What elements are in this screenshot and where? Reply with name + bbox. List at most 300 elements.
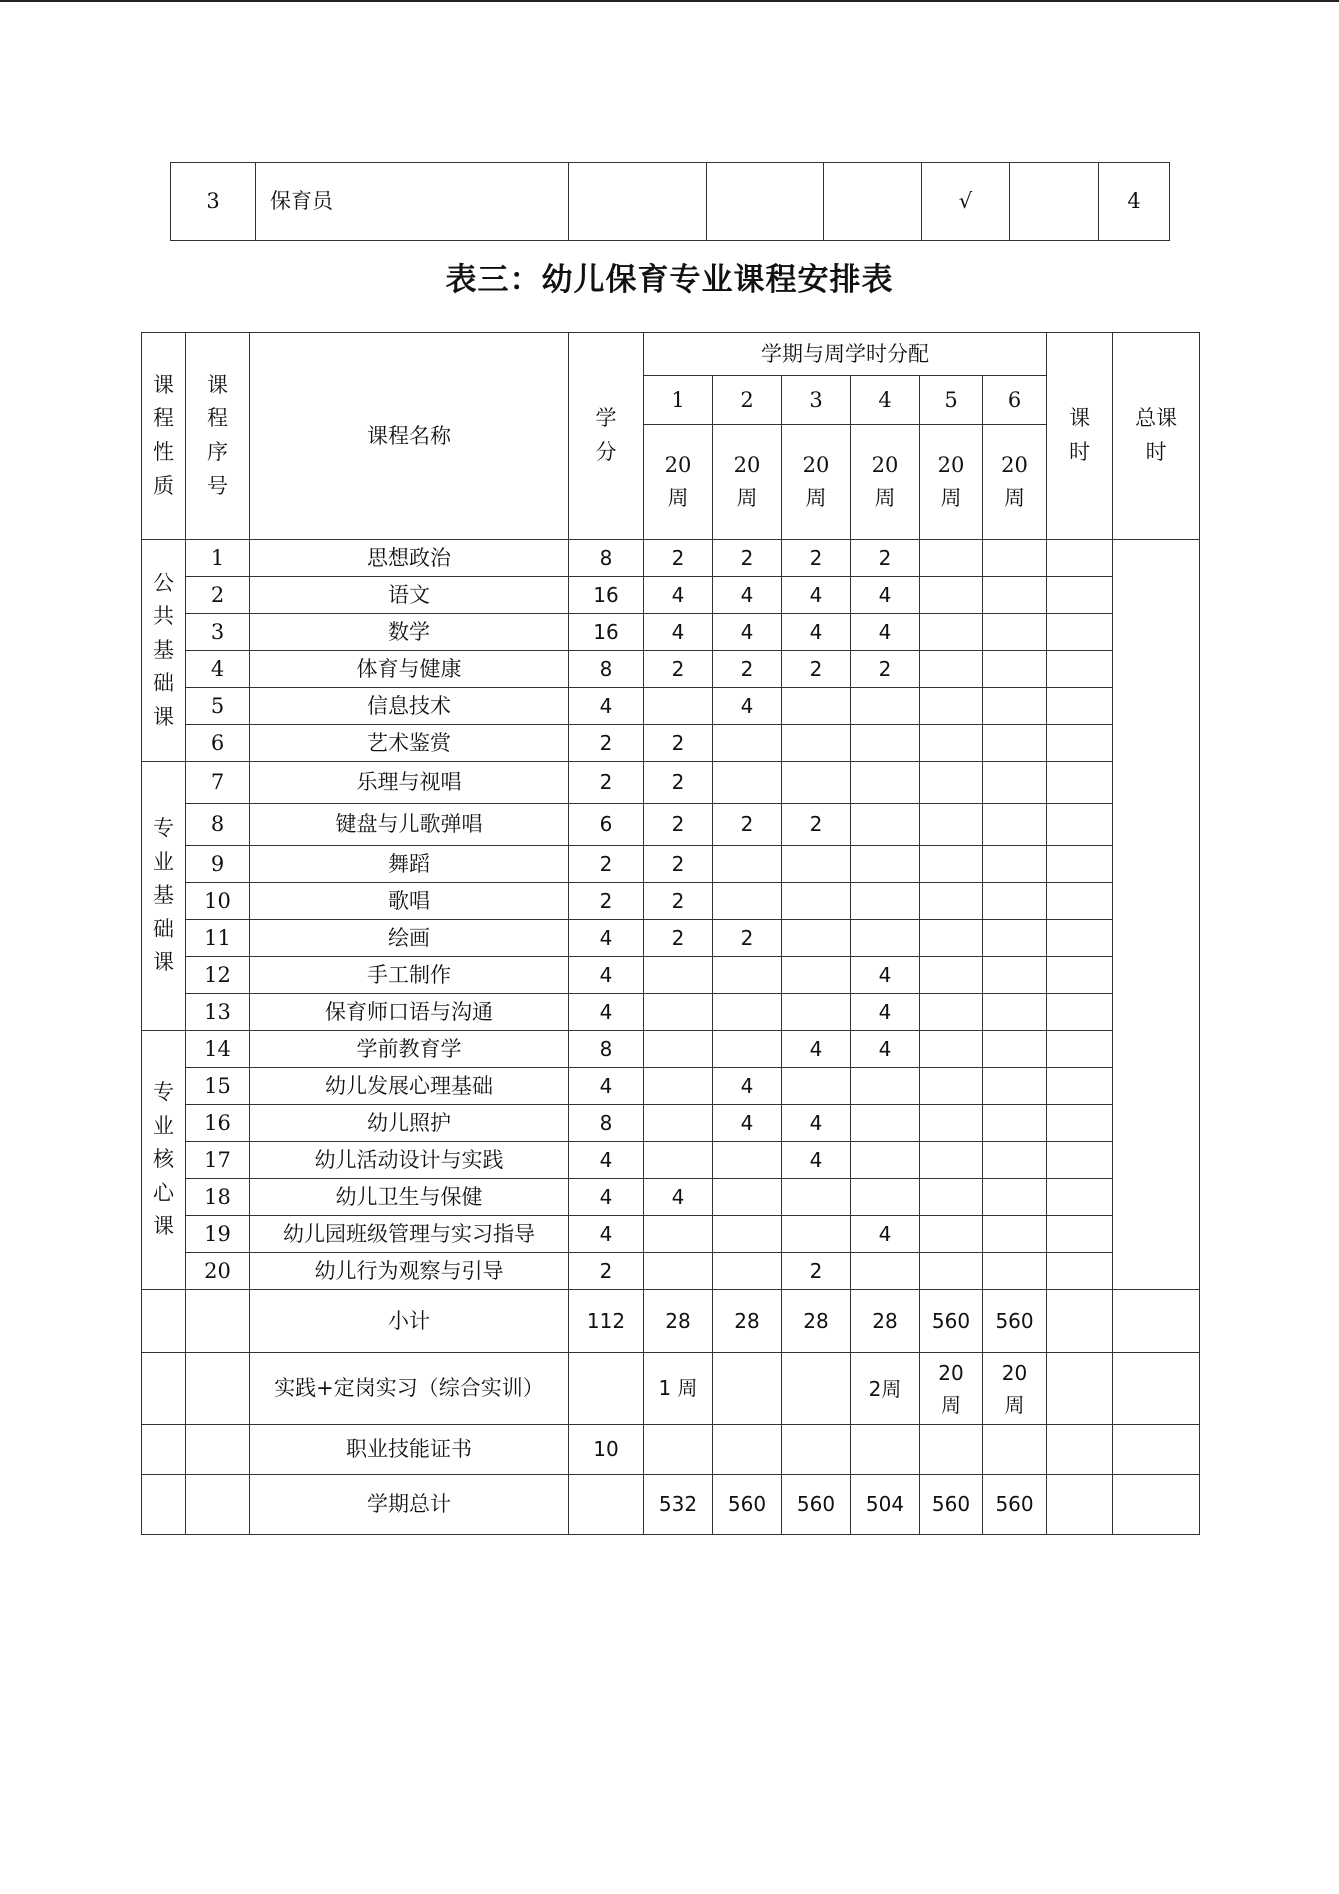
- course-seq: 12: [186, 957, 250, 994]
- semester-hours-2: [713, 725, 782, 762]
- course-seq: 4: [186, 651, 250, 688]
- course-name: 幼儿发展心理基础: [250, 1068, 569, 1105]
- summary-semester-2: [713, 1353, 782, 1425]
- summary-row: [142, 1425, 1200, 1475]
- summary-name: 职业技能证书: [250, 1425, 569, 1475]
- summary-credit: [569, 1475, 644, 1535]
- summary-semester-4: 28: [851, 1290, 920, 1353]
- course-seq: 6: [186, 725, 250, 762]
- semester-hours-5: [920, 920, 983, 957]
- course-name: 信息技术: [250, 688, 569, 725]
- course-name: 思想政治: [250, 540, 569, 577]
- summary-seq: [186, 1475, 250, 1535]
- semester-hours-5: [920, 1179, 983, 1216]
- table-row: [142, 614, 1200, 651]
- semester-hours-2: 2: [713, 540, 782, 577]
- course-credit: 4: [569, 1068, 644, 1105]
- semester-hours-1: [644, 1031, 713, 1068]
- semester-hours-1: [644, 688, 713, 725]
- course-hours: [1047, 1179, 1113, 1216]
- course-hours: [1047, 725, 1113, 762]
- semester-weeks-5: 20周: [920, 425, 983, 540]
- table-row: [142, 1216, 1200, 1253]
- summary-semester-1: 532: [644, 1475, 713, 1535]
- semester-hours-3: [782, 1216, 851, 1253]
- semester-number-2: 2: [713, 376, 782, 425]
- course-hours: [1047, 994, 1113, 1031]
- course-credit: 16: [569, 614, 644, 651]
- header-hours: 课时: [1047, 333, 1113, 540]
- semester-hours-3: [782, 688, 851, 725]
- semester-hours-5: [920, 846, 983, 883]
- cert-cell-5: [1010, 163, 1099, 241]
- top-rule: [0, 0, 1339, 2]
- course-credit: 8: [569, 1105, 644, 1142]
- course-name: 绘画: [250, 920, 569, 957]
- summary-total-hours: [1113, 1290, 1200, 1353]
- semester-hours-1: 2: [644, 725, 713, 762]
- semester-hours-5: [920, 577, 983, 614]
- course-name: 语文: [250, 577, 569, 614]
- semester-hours-2: 4: [713, 1105, 782, 1142]
- table-row: [142, 1105, 1200, 1142]
- summary-semester-5: [920, 1425, 983, 1475]
- semester-hours-5: [920, 1031, 983, 1068]
- semester-hours-6: [983, 846, 1047, 883]
- course-credit: 2: [569, 762, 644, 804]
- semester-hours-1: [644, 1142, 713, 1179]
- course-hours: [1047, 614, 1113, 651]
- course-credit: 4: [569, 920, 644, 957]
- semester-hours-4: [851, 804, 920, 846]
- summary-semester-5: 560: [920, 1475, 983, 1535]
- semester-hours-1: [644, 994, 713, 1031]
- semester-hours-5: [920, 957, 983, 994]
- course-credit: 2: [569, 725, 644, 762]
- semester-hours-1: [644, 1105, 713, 1142]
- summary-name: 学期总计: [250, 1475, 569, 1535]
- course-hours: [1047, 1216, 1113, 1253]
- summary-seq: [186, 1353, 250, 1425]
- course-group-2: 专业基础课: [142, 762, 186, 1031]
- summary-hours: [1047, 1353, 1113, 1425]
- course-credit: 2: [569, 846, 644, 883]
- course-hours: [1047, 1031, 1113, 1068]
- semester-hours-4: 4: [851, 614, 920, 651]
- semester-hours-5: [920, 1105, 983, 1142]
- semester-weeks-1: 20周: [644, 425, 713, 540]
- table-row: [142, 651, 1200, 688]
- semester-hours-1: 2: [644, 804, 713, 846]
- summary-name: 小计: [250, 1290, 569, 1353]
- course-credit: 4: [569, 1142, 644, 1179]
- semester-hours-4: 4: [851, 1216, 920, 1253]
- summary-semester-3: [782, 1425, 851, 1475]
- semester-hours-2: 4: [713, 577, 782, 614]
- semester-hours-3: 4: [782, 1031, 851, 1068]
- course-name: 手工制作: [250, 957, 569, 994]
- semester-hours-6: [983, 920, 1047, 957]
- table-row: [142, 994, 1200, 1031]
- summary-semester-2: 28: [713, 1290, 782, 1353]
- course-schedule-table: [141, 332, 1200, 1535]
- semester-hours-6: [983, 1031, 1047, 1068]
- semester-hours-3: [782, 957, 851, 994]
- course-name: 保育师口语与沟通: [250, 994, 569, 1031]
- semester-hours-6: [983, 577, 1047, 614]
- course-hours: [1047, 920, 1113, 957]
- semester-hours-3: [782, 883, 851, 920]
- semester-hours-2: [713, 1031, 782, 1068]
- summary-hours: [1047, 1475, 1113, 1535]
- semester-hours-2: 2: [713, 804, 782, 846]
- summary-nature: [142, 1353, 186, 1425]
- semester-hours-3: [782, 725, 851, 762]
- semester-hours-2: [713, 957, 782, 994]
- cert-level: 4: [1099, 163, 1170, 241]
- summary-row: [142, 1353, 1200, 1425]
- course-credit: 2: [569, 1253, 644, 1290]
- table-row: [142, 883, 1200, 920]
- summary-nature: [142, 1425, 186, 1475]
- course-seq: 9: [186, 846, 250, 883]
- summary-semester-1: 28: [644, 1290, 713, 1353]
- semester-hours-5: [920, 1216, 983, 1253]
- course-hours: [1047, 883, 1113, 920]
- course-name: 幼儿照护: [250, 1105, 569, 1142]
- summary-hours: [1047, 1290, 1113, 1353]
- course-seq: 13: [186, 994, 250, 1031]
- semester-hours-4: [851, 883, 920, 920]
- cert-cell-3: [824, 163, 922, 241]
- course-seq: 10: [186, 883, 250, 920]
- semester-hours-6: [983, 804, 1047, 846]
- summary-semester-3: 28: [782, 1290, 851, 1353]
- semester-hours-1: 4: [644, 614, 713, 651]
- semester-hours-3: 2: [782, 1253, 851, 1290]
- semester-hours-2: [713, 762, 782, 804]
- course-hours: [1047, 1253, 1113, 1290]
- summary-total-hours: [1113, 1425, 1200, 1475]
- semester-hours-4: [851, 846, 920, 883]
- summary-semester-3: [782, 1353, 851, 1425]
- course-hours: [1047, 957, 1113, 994]
- table-row: [142, 762, 1200, 804]
- table-row: [142, 725, 1200, 762]
- semester-hours-3: [782, 1179, 851, 1216]
- course-seq: 11: [186, 920, 250, 957]
- semester-hours-4: [851, 920, 920, 957]
- certificate-table: [170, 162, 1170, 241]
- semester-hours-3: [782, 846, 851, 883]
- semester-hours-6: [983, 614, 1047, 651]
- table-row: [142, 1031, 1200, 1068]
- semester-weeks-6: 20周: [983, 425, 1047, 540]
- semester-hours-4: 2: [851, 540, 920, 577]
- semester-hours-5: [920, 651, 983, 688]
- table-row: [142, 1068, 1200, 1105]
- course-seq: 20: [186, 1253, 250, 1290]
- summary-credit: 10: [569, 1425, 644, 1475]
- summary-semester-6: 560: [983, 1290, 1047, 1353]
- semester-hours-2: 4: [713, 688, 782, 725]
- summary-credit: 112: [569, 1290, 644, 1353]
- summary-semester-2: [713, 1425, 782, 1475]
- table-row: [142, 577, 1200, 614]
- course-hours: [1047, 1142, 1113, 1179]
- table-row: [142, 804, 1200, 846]
- semester-hours-3: [782, 994, 851, 1031]
- semester-hours-1: 4: [644, 577, 713, 614]
- total-hours-cell: [1113, 540, 1200, 1290]
- semester-hours-2: [713, 883, 782, 920]
- semester-hours-1: 4: [644, 1179, 713, 1216]
- course-credit: 6: [569, 804, 644, 846]
- table-row: [142, 846, 1200, 883]
- semester-hours-3: 4: [782, 1105, 851, 1142]
- semester-hours-5: [920, 614, 983, 651]
- semester-hours-2: 4: [713, 614, 782, 651]
- semester-hours-1: 2: [644, 540, 713, 577]
- course-seq: 16: [186, 1105, 250, 1142]
- semester-hours-5: [920, 883, 983, 920]
- semester-hours-4: [851, 725, 920, 762]
- course-name: 艺术鉴赏: [250, 725, 569, 762]
- semester-hours-5: [920, 688, 983, 725]
- semester-hours-4: 4: [851, 577, 920, 614]
- course-credit: 4: [569, 994, 644, 1031]
- summary-semester-5: 20周: [920, 1353, 983, 1425]
- table-row: [142, 920, 1200, 957]
- semester-hours-5: [920, 1253, 983, 1290]
- summary-hours: [1047, 1425, 1113, 1475]
- semester-hours-1: 2: [644, 762, 713, 804]
- course-name: 体育与健康: [250, 651, 569, 688]
- semester-hours-4: [851, 762, 920, 804]
- semester-hours-2: 2: [713, 651, 782, 688]
- semester-hours-1: [644, 1216, 713, 1253]
- certificate-row: [171, 163, 1170, 241]
- semester-hours-1: [644, 1068, 713, 1105]
- semester-hours-6: [983, 725, 1047, 762]
- page-title: 表三：幼儿保育专业课程安排表: [445, 262, 894, 298]
- table-row: [142, 957, 1200, 994]
- semester-number-1: 1: [644, 376, 713, 425]
- summary-semester-6: [983, 1425, 1047, 1475]
- course-hours: [1047, 651, 1113, 688]
- summary-nature: [142, 1290, 186, 1353]
- semester-hours-4: 4: [851, 957, 920, 994]
- semester-hours-6: [983, 540, 1047, 577]
- header-seq: 课程序号: [186, 333, 250, 540]
- table-row: [142, 1142, 1200, 1179]
- semester-hours-5: [920, 1068, 983, 1105]
- semester-hours-6: [983, 651, 1047, 688]
- semester-hours-1: 2: [644, 883, 713, 920]
- course-credit: 4: [569, 1179, 644, 1216]
- semester-hours-6: [983, 957, 1047, 994]
- course-credit: 8: [569, 1031, 644, 1068]
- semester-hours-3: [782, 1068, 851, 1105]
- cert-cell-1: [569, 163, 707, 241]
- course-group-3: 专业核心课: [142, 1031, 186, 1290]
- header-name: 课程名称: [250, 333, 569, 540]
- semester-hours-4: [851, 1253, 920, 1290]
- course-hours: [1047, 846, 1113, 883]
- summary-seq: [186, 1425, 250, 1475]
- course-credit: 4: [569, 1216, 644, 1253]
- course-credit: 16: [569, 577, 644, 614]
- semester-hours-2: 4: [713, 1068, 782, 1105]
- semester-hours-5: [920, 804, 983, 846]
- summary-total-hours: [1113, 1353, 1200, 1425]
- semester-hours-2: [713, 846, 782, 883]
- semester-hours-1: 2: [644, 846, 713, 883]
- header-credit: 学分: [569, 333, 644, 540]
- semester-hours-2: [713, 1179, 782, 1216]
- course-name: 幼儿行为观察与引导: [250, 1253, 569, 1290]
- semester-hours-5: [920, 762, 983, 804]
- summary-semester-4: [851, 1425, 920, 1475]
- semester-hours-3: 2: [782, 651, 851, 688]
- semester-hours-6: [983, 1068, 1047, 1105]
- summary-semester-6: 560: [983, 1475, 1047, 1535]
- semester-hours-6: [983, 1142, 1047, 1179]
- cert-cell-2: [707, 163, 824, 241]
- course-name: 歌唱: [250, 883, 569, 920]
- summary-semester-4: 504: [851, 1475, 920, 1535]
- course-hours: [1047, 1068, 1113, 1105]
- semester-hours-4: [851, 1142, 920, 1179]
- course-credit: 8: [569, 540, 644, 577]
- semester-hours-5: [920, 725, 983, 762]
- semester-hours-3: [782, 920, 851, 957]
- summary-seq: [186, 1290, 250, 1353]
- course-seq: 15: [186, 1068, 250, 1105]
- header-nature: 课程性质: [142, 333, 186, 540]
- summary-semester-1: [644, 1425, 713, 1475]
- semester-hours-3: 2: [782, 540, 851, 577]
- summary-total-hours: [1113, 1475, 1200, 1535]
- summary-row: [142, 1290, 1200, 1353]
- semester-hours-6: [983, 762, 1047, 804]
- semester-hours-3: 4: [782, 614, 851, 651]
- semester-hours-2: [713, 1142, 782, 1179]
- course-seq: 2: [186, 577, 250, 614]
- summary-credit: [569, 1353, 644, 1425]
- course-seq: 19: [186, 1216, 250, 1253]
- semester-hours-1: 2: [644, 651, 713, 688]
- semester-hours-6: [983, 1179, 1047, 1216]
- course-name: 幼儿活动设计与实践: [250, 1142, 569, 1179]
- cert-check: √: [922, 163, 1010, 241]
- course-name: 数学: [250, 614, 569, 651]
- semester-hours-6: [983, 994, 1047, 1031]
- course-name: 舞蹈: [250, 846, 569, 883]
- semester-number-4: 4: [851, 376, 920, 425]
- semester-hours-6: [983, 688, 1047, 725]
- course-credit: 8: [569, 651, 644, 688]
- semester-hours-6: [983, 1253, 1047, 1290]
- semester-hours-1: [644, 957, 713, 994]
- course-hours: [1047, 762, 1113, 804]
- course-hours: [1047, 1105, 1113, 1142]
- course-seq: 5: [186, 688, 250, 725]
- course-hours: [1047, 577, 1113, 614]
- course-group-1: 公共基础课: [142, 540, 186, 762]
- course-credit: 4: [569, 688, 644, 725]
- summary-semester-5: 560: [920, 1290, 983, 1353]
- cert-name: 保育员: [256, 163, 569, 241]
- course-credit: 2: [569, 883, 644, 920]
- summary-semester-4: 2周: [851, 1353, 920, 1425]
- summary-semester-6: 20周: [983, 1353, 1047, 1425]
- course-hours: [1047, 804, 1113, 846]
- course-seq: 18: [186, 1179, 250, 1216]
- semester-number-5: 5: [920, 376, 983, 425]
- course-name: 乐理与视唱: [250, 762, 569, 804]
- course-seq: 7: [186, 762, 250, 804]
- course-name: 键盘与儿歌弹唱: [250, 804, 569, 846]
- course-hours: [1047, 688, 1113, 725]
- summary-row: [142, 1475, 1200, 1535]
- course-seq: 1: [186, 540, 250, 577]
- semester-hours-1: 2: [644, 920, 713, 957]
- semester-hours-4: [851, 1105, 920, 1142]
- semester-hours-2: [713, 1216, 782, 1253]
- semester-hours-4: [851, 1179, 920, 1216]
- semester-number-3: 3: [782, 376, 851, 425]
- course-seq: 3: [186, 614, 250, 651]
- course-hours: [1047, 540, 1113, 577]
- semester-hours-5: [920, 1142, 983, 1179]
- summary-semester-1: 1 周: [644, 1353, 713, 1425]
- course-name: 幼儿卫生与保健: [250, 1179, 569, 1216]
- semester-hours-3: 4: [782, 577, 851, 614]
- semester-weeks-4: 20周: [851, 425, 920, 540]
- semester-hours-2: 2: [713, 920, 782, 957]
- summary-semester-3: 560: [782, 1475, 851, 1535]
- course-seq: 14: [186, 1031, 250, 1068]
- semester-hours-2: [713, 1253, 782, 1290]
- header-semester: 学期与周学时分配: [644, 333, 1047, 376]
- table-row: [142, 688, 1200, 725]
- semester-hours-3: 4: [782, 1142, 851, 1179]
- semester-hours-3: 2: [782, 804, 851, 846]
- semester-weeks-3: 20周: [782, 425, 851, 540]
- semester-number-6: 6: [983, 376, 1047, 425]
- table-row: [142, 1179, 1200, 1216]
- course-name: 学前教育学: [250, 1031, 569, 1068]
- table-row: [142, 540, 1200, 577]
- semester-hours-4: 4: [851, 1031, 920, 1068]
- table-row: [142, 1253, 1200, 1290]
- semester-hours-6: [983, 1105, 1047, 1142]
- semester-hours-4: [851, 1068, 920, 1105]
- course-seq: 17: [186, 1142, 250, 1179]
- semester-hours-3: [782, 762, 851, 804]
- course-credit: 4: [569, 957, 644, 994]
- summary-semester-2: 560: [713, 1475, 782, 1535]
- course-name: 幼儿园班级管理与实习指导: [250, 1216, 569, 1253]
- semester-weeks-2: 20周: [713, 425, 782, 540]
- semester-hours-1: [644, 1253, 713, 1290]
- semester-hours-6: [983, 1216, 1047, 1253]
- semester-hours-2: [713, 994, 782, 1031]
- cert-no: 3: [171, 163, 256, 241]
- course-seq: 8: [186, 804, 250, 846]
- header-total-hours: 总课时: [1113, 333, 1200, 540]
